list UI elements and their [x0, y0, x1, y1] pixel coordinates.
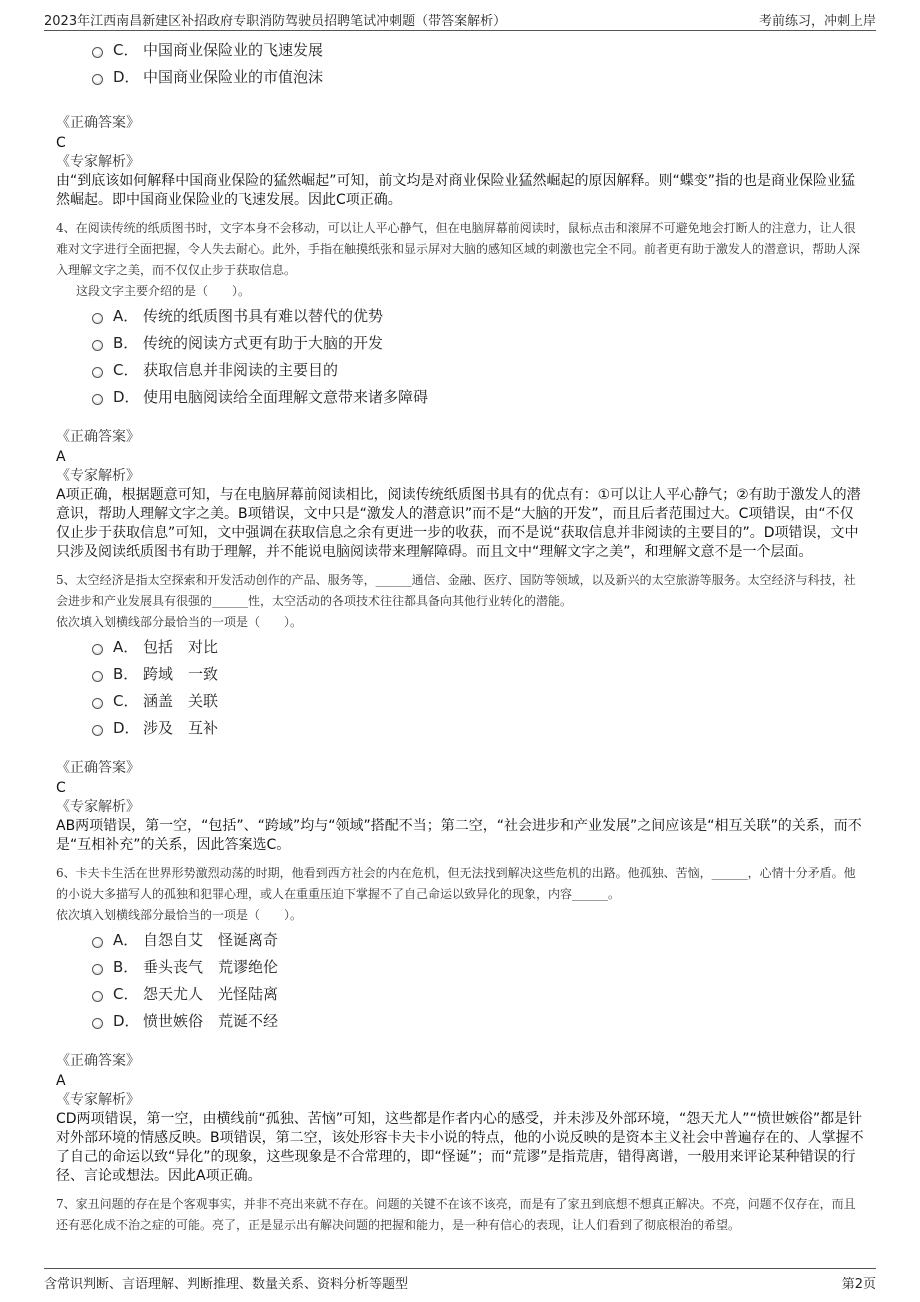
question-stem: 4、在阅读传统的纸质图书时，文字本身不会移动，可以让人平心静气，但在电脑屏幕前阅读时，鼠标点击和滚屏不可避免地会打断人的注意力，让人很难对文字进行全面把握，令人失去耐心。此外，手指在触摸纸张和显示屏对大脑的感知区域的刺激也完全不同。前者更有助于激发人的潜意识，帮助人深入理解文字之美，而不仅仅止步于获取信息。	[56, 221, 861, 277]
radio-icon[interactable]	[92, 937, 103, 948]
question-5	[56, 570, 864, 855]
expert-analysis-label: 《专家解析》	[56, 468, 140, 484]
radio-icon[interactable]	[92, 47, 103, 58]
footer-topics: 含常识判断、言语理解、判断推理、数量关系、资料分析等题型	[44, 1277, 409, 1292]
option-d[interactable]: D． 愤世嫉俗 荒诞不经	[92, 1007, 864, 1034]
analysis-text: A项正确，根据题意可知，与在电脑屏幕前阅读相比，阅读传统纸质图书具有的优点有：①可以让人平心静气；②有助于激发人的潜意识，帮助人理解文字之美。B项错误，文中只是“激发人的潜意识”而不是“大脑的开发”，而且后者范围过大。C项错误，由“不仅仅止步于获取信息”可知，文中强调在获取信息之余有更进一步的收获，而不是说“获取信息并非阅读的主要目的”。D项错误，文中只涉及阅读纸质图书有助于理解，并不能说电脑阅读带来理解障碍。而且文中“理解文字之美”，和理解文意不是一个层面。	[56, 487, 861, 560]
option-a[interactable]: A． 传统的纸质图书具有难以替代的优势	[92, 302, 864, 329]
option-b[interactable]: B． 垂头丧气 荒谬绝伦	[92, 953, 864, 980]
analysis-text: AB两项错误，第一空，“包括”、“跨域”均与“领域”搭配不当；第二空，“社会进步和产业发展”之间应该是“相互关联”的关系，而不是“互相补充”的关系，因此答案选C。	[56, 818, 862, 853]
radio-icon[interactable]	[92, 313, 103, 324]
option-d[interactable]: D． 使用电脑阅读给全面理解文意带来诸多障碍	[92, 383, 864, 410]
question-4	[56, 218, 864, 562]
question-stem: 6、卡夫卡生活在世界形势激烈动荡的时期，他看到西方社会的内在危机，但无法找到解决这些危机的出路。他孤独、苦恼，______，心情十分矛盾。他的小说大多描写人的孤独和犯罪心理，或人在重重压迫下掌握不了自己命运以致异化的现象，内容______。	[56, 866, 856, 901]
document-title: 2023年江西南昌新建区补招政府专职消防驾驶员招聘笔试冲刺题（带答案解析）	[44, 14, 507, 29]
radio-icon[interactable]	[92, 991, 103, 1002]
radio-icon[interactable]	[92, 725, 103, 736]
option-c[interactable]: C． 怨天尤人 光怪陆离	[92, 980, 864, 1007]
question-stem: 5、太空经济是指太空探索和开发活动创作的产品、服务等，______通信、金融、医疗、国防等领域，以及新兴的太空旅游等服务。太空经济与科技，社会进步和产业发展具有很强的______性，太空活动的各项技术往往都具备向其他行业转化的潜能。	[56, 573, 856, 608]
radio-icon[interactable]	[92, 74, 103, 85]
page-header	[44, 8, 876, 31]
question-7	[56, 1194, 864, 1236]
option-b[interactable]: B． 传统的阅读方式更有助于大脑的开发	[92, 329, 864, 356]
question-prompt: 依次填入划横线部分最恰当的一项是（ ）。	[56, 615, 303, 629]
option-d[interactable]: D． 中国商业保险业的市值泡沫	[92, 63, 864, 90]
page-content	[56, 36, 864, 1236]
question-prompt: 这段文字主要介绍的是（ ）。	[76, 284, 251, 298]
radio-icon[interactable]	[92, 698, 103, 709]
option-d[interactable]: D． 涉及 互补	[92, 714, 864, 741]
expert-analysis-label: 《专家解析》	[56, 799, 140, 815]
option-c[interactable]: C． 中国商业保险业的飞速发展	[92, 36, 864, 63]
radio-icon[interactable]	[92, 1018, 103, 1029]
radio-icon[interactable]	[92, 964, 103, 975]
correct-answer-label: 《正确答案》	[56, 115, 140, 131]
option-a[interactable]: A． 包括 对比	[92, 633, 864, 660]
correct-answer-label: 《正确答案》	[56, 429, 140, 445]
radio-icon[interactable]	[92, 367, 103, 378]
correct-answer-label: 《正确答案》	[56, 760, 140, 776]
question-prompt: 依次填入划横线部分最恰当的一项是（ ）。	[56, 908, 303, 922]
correct-answer-label: 《正确答案》	[56, 1053, 140, 1069]
question-3	[56, 36, 864, 210]
page-number: 第2页	[841, 1277, 876, 1292]
analysis-text: 由“到底该如何解释中国商业保险的猛然崛起”可知，前文均是对商业保险业猛然崛起的原因解释。则“蝶变”指的也是商业保险业猛然崛起。即中国商业保险业的飞速发展。因此C项正确。	[56, 173, 856, 208]
answer-value: C	[56, 135, 66, 151]
option-a[interactable]: A． 自怨自艾 怪诞离奇	[92, 926, 864, 953]
option-c[interactable]: C． 获取信息并非阅读的主要目的	[92, 356, 864, 383]
question-stem: 7、家丑问题的存在是个客观事实，并非不亮出来就不存在。问题的关键不在该不该亮，而是有了家丑到底想不想真正解决。不亮，问题不仅存在，而且还有恶化成不治之症的可能。亮了，正是显示出有解决问题的把握和能力，是一种有信心的表现，让人们看到了彻底根治的希望。	[56, 1197, 856, 1232]
radio-icon[interactable]	[92, 644, 103, 655]
page-footer	[44, 1268, 876, 1295]
question-6	[56, 863, 864, 1186]
option-c[interactable]: C． 涵盖 关联	[92, 687, 864, 714]
radio-icon[interactable]	[92, 671, 103, 682]
expert-analysis-label: 《专家解析》	[56, 154, 140, 170]
answer-value: A	[56, 1073, 66, 1089]
answer-value: C	[56, 780, 66, 796]
analysis-text: CD两项错误，第一空，由横线前“孤独、苦恼”可知，这些都是作者内心的感受，并未涉及外部环境，“怨天尤人”“愤世嫉俗”都是针对外部环境的情感反映。B项错误，第二空，该处形容卡夫卡小说的特点，他的小说反映的是资本主义社会中普遍存在的、人掌握不了自己的命运以致“异化”的现象，这些现象是不合常理的，即“怪诞”；而“荒谬”是指荒唐，错得离谱，一般用来评论某种错误的行径、言论或想法。因此A项正确。	[56, 1111, 864, 1184]
radio-icon[interactable]	[92, 340, 103, 351]
header-slogan: 考前练习，冲刺上岸	[758, 14, 876, 29]
radio-icon[interactable]	[92, 394, 103, 405]
answer-value: A	[56, 449, 66, 465]
option-b[interactable]: B． 跨域 一致	[92, 660, 864, 687]
expert-analysis-label: 《专家解析》	[56, 1092, 140, 1108]
